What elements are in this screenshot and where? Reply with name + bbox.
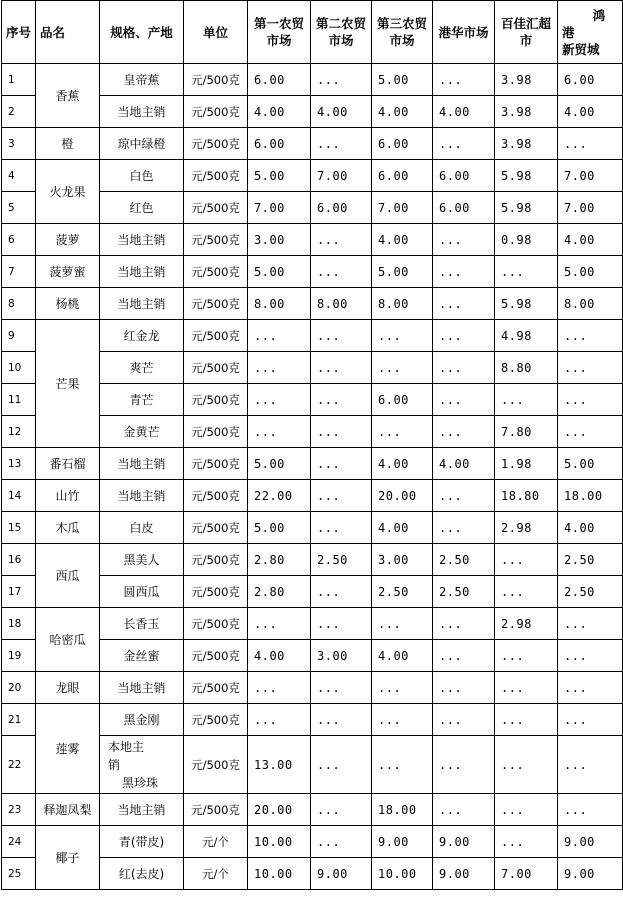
- table-row: [2, 160, 623, 192]
- product-name: 哈密瓜: [36, 608, 100, 672]
- row-index: 21: [2, 704, 36, 736]
- price-market-6: ...: [558, 320, 623, 352]
- spec-origin: 琼中绿橙: [100, 128, 184, 160]
- spec-origin: 长香玉: [100, 608, 184, 640]
- price-market-6: 5.00: [558, 256, 623, 288]
- price-market-5: 0.98: [495, 224, 558, 256]
- price-market-5: 7.80: [495, 416, 558, 448]
- price-market-6: ...: [558, 736, 623, 794]
- price-market-2: 9.00: [311, 858, 372, 890]
- unit: 元/500克: [184, 160, 248, 192]
- price-market-3: ...: [372, 608, 433, 640]
- price-market-5: 5.98: [495, 160, 558, 192]
- price-market-1: ...: [248, 352, 311, 384]
- price-market-2: ...: [311, 416, 372, 448]
- price-market-2: 4.00: [311, 96, 372, 128]
- product-name: 莲雾: [36, 704, 100, 794]
- price-market-5: 5.98: [495, 288, 558, 320]
- price-market-3: 4.00: [372, 224, 433, 256]
- price-market-5: ...: [495, 640, 558, 672]
- spec-origin: 圆西瓜: [100, 576, 184, 608]
- table-row: [2, 64, 623, 96]
- price-market-3: 6.00: [372, 160, 433, 192]
- price-market-4: 4.00: [433, 96, 495, 128]
- header-market-6: [558, 1, 623, 64]
- product-name: 释迦凤梨: [36, 794, 100, 826]
- price-market-6: 9.00: [558, 826, 623, 858]
- header-market-6-line1: 鸿: [592, 7, 606, 23]
- price-market-3: 2.50: [372, 576, 433, 608]
- price-market-6: 8.00: [558, 288, 623, 320]
- spec-origin: 当地主销: [100, 794, 184, 826]
- unit: 元/500克: [184, 320, 248, 352]
- spec-origin: 当地主销: [100, 96, 184, 128]
- spec-origin: 黑美人: [100, 544, 184, 576]
- price-market-6: 2.50: [558, 576, 623, 608]
- price-market-1: 22.00: [248, 480, 311, 512]
- spec-origin: 白色: [100, 160, 184, 192]
- spec-origin: 青(带皮): [100, 826, 184, 858]
- spec-origin: 红色: [100, 192, 184, 224]
- row-index: 8: [2, 288, 36, 320]
- spec-origin: 爽芒: [100, 352, 184, 384]
- table-row: [2, 672, 623, 704]
- price-market-1: ...: [248, 704, 311, 736]
- row-index: 2: [2, 96, 36, 128]
- price-market-2: 7.00: [311, 160, 372, 192]
- product-name: 芒果: [36, 320, 100, 448]
- price-market-2: 6.00: [311, 192, 372, 224]
- spec-origin: 皇帝蕉: [100, 64, 184, 96]
- price-market-2: ...: [311, 672, 372, 704]
- price-market-4: ...: [433, 64, 495, 96]
- price-market-2: ...: [311, 64, 372, 96]
- price-market-5: ...: [495, 672, 558, 704]
- price-market-2: ...: [311, 224, 372, 256]
- row-index: 4: [2, 160, 36, 192]
- price-market-5: 4.98: [495, 320, 558, 352]
- price-market-3: 4.00: [372, 96, 433, 128]
- price-market-2: ...: [311, 128, 372, 160]
- header-market-1: 第一农贸市场: [248, 1, 311, 64]
- price-market-1: ...: [248, 384, 311, 416]
- price-market-4: ...: [433, 288, 495, 320]
- unit: 元/500克: [184, 64, 248, 96]
- unit: 元/500克: [184, 794, 248, 826]
- price-market-3: 3.00: [372, 544, 433, 576]
- price-market-1: 5.00: [248, 160, 311, 192]
- header-market-3: 第三农贸市场: [372, 1, 433, 64]
- price-market-5: 7.00: [495, 858, 558, 890]
- row-index: 7: [2, 256, 36, 288]
- spec-origin: 红(去皮): [100, 858, 184, 890]
- row-index: 9: [2, 320, 36, 352]
- price-market-5: 1.98: [495, 448, 558, 480]
- price-market-2: ...: [311, 736, 372, 794]
- product-name: 菠萝: [36, 224, 100, 256]
- price-market-5: ...: [495, 826, 558, 858]
- spec-origin: 青芒: [100, 384, 184, 416]
- unit: 元/500克: [184, 416, 248, 448]
- table-row: [2, 826, 623, 858]
- price-market-4: ...: [433, 320, 495, 352]
- product-name: 香蕉: [36, 64, 100, 128]
- price-market-5: ...: [495, 544, 558, 576]
- unit: 元/500克: [184, 128, 248, 160]
- row-index: 10: [2, 352, 36, 384]
- spec-origin: 黑金刚: [100, 704, 184, 736]
- spec-line: 销: [108, 757, 121, 772]
- unit: 元/500克: [184, 672, 248, 704]
- price-market-1: 2.80: [248, 544, 311, 576]
- price-market-5: ...: [495, 576, 558, 608]
- unit: 元/500克: [184, 608, 248, 640]
- row-index: 15: [2, 512, 36, 544]
- table-row: [2, 608, 623, 640]
- price-market-1: ...: [248, 320, 311, 352]
- price-market-6: 4.00: [558, 96, 623, 128]
- price-market-5: 3.98: [495, 96, 558, 128]
- price-market-3: ...: [372, 704, 433, 736]
- price-market-5: ...: [495, 704, 558, 736]
- spec-line: 黑珍珠: [122, 775, 159, 790]
- unit: 元/500克: [184, 384, 248, 416]
- price-market-3: ...: [372, 736, 433, 794]
- row-index: 23: [2, 794, 36, 826]
- row-index: 6: [2, 224, 36, 256]
- row-index: 18: [2, 608, 36, 640]
- table-row: [2, 794, 623, 826]
- spec-origin: [100, 736, 184, 794]
- price-market-3: ...: [372, 672, 433, 704]
- header-market-6-line3: 新贸城: [562, 41, 600, 57]
- table-row: [2, 480, 623, 512]
- row-index: 19: [2, 640, 36, 672]
- price-market-4: 6.00: [433, 160, 495, 192]
- header-market-2: 第二农贸市场: [311, 1, 372, 64]
- header-spec-origin: 规格、产地: [100, 1, 184, 64]
- spec-origin: 当地主销: [100, 672, 184, 704]
- price-market-4: 4.00: [433, 448, 495, 480]
- price-market-6: ...: [558, 794, 623, 826]
- unit: 元/500克: [184, 512, 248, 544]
- price-market-1: 7.00: [248, 192, 311, 224]
- price-market-6: 6.00: [558, 64, 623, 96]
- spec-origin: 红金龙: [100, 320, 184, 352]
- price-market-5: ...: [495, 256, 558, 288]
- product-name: 山竹: [36, 480, 100, 512]
- price-market-6: 18.00: [558, 480, 623, 512]
- price-market-5: ...: [495, 736, 558, 794]
- price-market-3: ...: [372, 320, 433, 352]
- table-row: [2, 320, 623, 352]
- price-market-2: ...: [311, 704, 372, 736]
- price-market-3: 18.00: [372, 794, 433, 826]
- price-market-6: 4.00: [558, 512, 623, 544]
- price-market-4: 9.00: [433, 858, 495, 890]
- product-name: 木瓜: [36, 512, 100, 544]
- unit: 元/个: [184, 826, 248, 858]
- header-index: 序号: [2, 1, 36, 64]
- price-market-3: ...: [372, 416, 433, 448]
- row-index: 14: [2, 480, 36, 512]
- price-market-2: ...: [311, 448, 372, 480]
- unit: 元/500克: [184, 704, 248, 736]
- price-market-4: ...: [433, 608, 495, 640]
- unit: 元/500克: [184, 640, 248, 672]
- price-market-6: 7.00: [558, 160, 623, 192]
- table-row: [2, 448, 623, 480]
- price-market-3: 20.00: [372, 480, 433, 512]
- price-market-3: 6.00: [372, 384, 433, 416]
- spec-origin: 当地主销: [100, 256, 184, 288]
- price-market-6: 9.00: [558, 858, 623, 890]
- product-name: 椰子: [36, 826, 100, 890]
- table-row: [2, 128, 623, 160]
- unit: 元/500克: [184, 480, 248, 512]
- price-market-4: ...: [433, 128, 495, 160]
- price-market-5: 3.98: [495, 64, 558, 96]
- row-index: 17: [2, 576, 36, 608]
- price-market-5: 2.98: [495, 512, 558, 544]
- unit: 元/个: [184, 858, 248, 890]
- price-market-6: ...: [558, 704, 623, 736]
- row-index: 5: [2, 192, 36, 224]
- price-market-5: ...: [495, 794, 558, 826]
- price-market-4: ...: [433, 672, 495, 704]
- header-unit: 单位: [184, 1, 248, 64]
- row-index: 25: [2, 858, 36, 890]
- table-row: [2, 512, 623, 544]
- price-market-2: ...: [311, 320, 372, 352]
- price-market-3: ...: [372, 352, 433, 384]
- price-market-5: 8.80: [495, 352, 558, 384]
- price-market-1: 3.00: [248, 224, 311, 256]
- unit: 元/500克: [184, 736, 248, 794]
- table-row: [2, 224, 623, 256]
- unit: 元/500克: [184, 576, 248, 608]
- price-table: [1, 0, 623, 890]
- price-market-6: ...: [558, 416, 623, 448]
- price-market-4: 9.00: [433, 826, 495, 858]
- row-index: 3: [2, 128, 36, 160]
- price-market-2: ...: [311, 608, 372, 640]
- product-name: 橙: [36, 128, 100, 160]
- unit: 元/500克: [184, 192, 248, 224]
- price-market-5: 2.98: [495, 608, 558, 640]
- spec-origin: 当地主销: [100, 448, 184, 480]
- price-market-6: 7.00: [558, 192, 623, 224]
- price-market-1: ...: [248, 416, 311, 448]
- spec-origin: 金丝蜜: [100, 640, 184, 672]
- price-market-1: 5.00: [248, 512, 311, 544]
- row-index: 16: [2, 544, 36, 576]
- header-market-5: 百佳汇超市: [495, 1, 558, 64]
- price-market-6: 4.00: [558, 224, 623, 256]
- price-market-1: 10.00: [248, 858, 311, 890]
- price-market-1: 5.00: [248, 448, 311, 480]
- price-market-2: ...: [311, 576, 372, 608]
- price-market-3: 4.00: [372, 640, 433, 672]
- price-market-1: 2.80: [248, 576, 311, 608]
- unit: 元/500克: [184, 352, 248, 384]
- price-market-3: 4.00: [372, 448, 433, 480]
- price-market-4: ...: [433, 794, 495, 826]
- header-product-name: 品名: [36, 1, 100, 64]
- price-market-5: 18.80: [495, 480, 558, 512]
- price-market-1: 4.00: [248, 640, 311, 672]
- price-market-6: ...: [558, 672, 623, 704]
- spec-line: 本地主: [108, 739, 145, 754]
- row-index: 13: [2, 448, 36, 480]
- spec-origin: 当地主销: [100, 224, 184, 256]
- row-index: 24: [2, 826, 36, 858]
- spec-origin: 当地主销: [100, 288, 184, 320]
- price-market-4: ...: [433, 704, 495, 736]
- unit: 元/500克: [184, 544, 248, 576]
- header-market-4: 港华市场: [433, 1, 495, 64]
- price-market-2: ...: [311, 352, 372, 384]
- unit: 元/500克: [184, 288, 248, 320]
- price-market-4: 2.50: [433, 576, 495, 608]
- price-market-4: ...: [433, 352, 495, 384]
- price-market-3: 10.00: [372, 858, 433, 890]
- price-market-3: 7.00: [372, 192, 433, 224]
- price-market-2: ...: [311, 384, 372, 416]
- price-table-body: [2, 64, 623, 890]
- price-market-3: 5.00: [372, 64, 433, 96]
- price-market-1: 13.00: [248, 736, 311, 794]
- price-market-2: 2.50: [311, 544, 372, 576]
- price-market-1: 6.00: [248, 64, 311, 96]
- price-market-4: ...: [433, 736, 495, 794]
- price-market-2: ...: [311, 794, 372, 826]
- header-market-6-line2: 港: [562, 24, 575, 40]
- unit: 元/500克: [184, 256, 248, 288]
- header-row: [2, 1, 623, 64]
- price-market-6: ...: [558, 384, 623, 416]
- row-index: 20: [2, 672, 36, 704]
- price-market-1: 6.00: [248, 128, 311, 160]
- unit: 元/500克: [184, 96, 248, 128]
- price-market-4: ...: [433, 256, 495, 288]
- price-market-2: ...: [311, 256, 372, 288]
- spec-origin: 金黄芒: [100, 416, 184, 448]
- price-market-6: ...: [558, 608, 623, 640]
- price-market-2: ...: [311, 512, 372, 544]
- price-market-4: ...: [433, 224, 495, 256]
- row-index: 12: [2, 416, 36, 448]
- product-name: 菠萝蜜: [36, 256, 100, 288]
- price-market-4: ...: [433, 480, 495, 512]
- price-market-6: 5.00: [558, 448, 623, 480]
- price-market-4: ...: [433, 640, 495, 672]
- table-row: [2, 288, 623, 320]
- row-index: 22: [2, 736, 36, 794]
- price-market-4: ...: [433, 384, 495, 416]
- spec-origin: 白皮: [100, 512, 184, 544]
- row-index: 1: [2, 64, 36, 96]
- price-market-3: 4.00: [372, 512, 433, 544]
- product-name: 西瓜: [36, 544, 100, 608]
- table-row: [2, 256, 623, 288]
- price-market-4: 2.50: [433, 544, 495, 576]
- price-market-1: ...: [248, 672, 311, 704]
- price-market-2: 3.00: [311, 640, 372, 672]
- price-market-6: ...: [558, 640, 623, 672]
- price-market-4: ...: [433, 512, 495, 544]
- price-market-2: ...: [311, 480, 372, 512]
- product-name: 杨桃: [36, 288, 100, 320]
- unit: 元/500克: [184, 224, 248, 256]
- price-market-1: 5.00: [248, 256, 311, 288]
- price-market-5: ...: [495, 384, 558, 416]
- price-market-6: 2.50: [558, 544, 623, 576]
- price-market-2: ...: [311, 826, 372, 858]
- unit: 元/500克: [184, 448, 248, 480]
- price-market-1: 10.00: [248, 826, 311, 858]
- product-name: 番石榴: [36, 448, 100, 480]
- price-market-4: ...: [433, 416, 495, 448]
- price-market-6: ...: [558, 352, 623, 384]
- price-market-3: 5.00: [372, 256, 433, 288]
- table-row: [2, 704, 623, 736]
- spec-origin: 当地主销: [100, 480, 184, 512]
- price-market-6: ...: [558, 128, 623, 160]
- price-market-3: 9.00: [372, 826, 433, 858]
- price-market-1: 8.00: [248, 288, 311, 320]
- price-market-3: 6.00: [372, 128, 433, 160]
- price-market-1: 20.00: [248, 794, 311, 826]
- product-name: 火龙果: [36, 160, 100, 224]
- product-name: 龙眼: [36, 672, 100, 704]
- price-market-4: 6.00: [433, 192, 495, 224]
- price-market-1: 4.00: [248, 96, 311, 128]
- price-market-1: ...: [248, 608, 311, 640]
- price-market-5: 3.98: [495, 128, 558, 160]
- table-row: [2, 544, 623, 576]
- row-index: 11: [2, 384, 36, 416]
- price-market-5: 5.98: [495, 192, 558, 224]
- price-market-3: 8.00: [372, 288, 433, 320]
- price-market-2: 8.00: [311, 288, 372, 320]
